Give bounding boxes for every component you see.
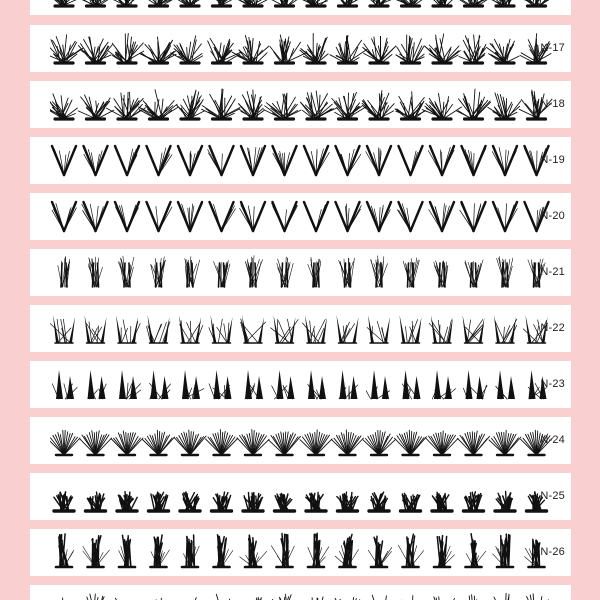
lash-strip-n20 <box>30 193 571 240</box>
lash-cluster-icon <box>295 0 331 6</box>
lash-cluster-icon <box>52 370 77 399</box>
lash-cluster-icon <box>490 593 525 600</box>
lash-cluster-icon <box>180 492 200 511</box>
lash-cluster-icon <box>151 535 170 567</box>
lash-cluster-row-icon <box>50 193 562 240</box>
lash-cluster-icon <box>432 492 452 511</box>
lash-cluster-icon <box>465 260 483 287</box>
lash-cluster-icon <box>335 534 358 567</box>
lash-cluster-icon <box>492 146 517 175</box>
lash-cluster-icon <box>50 94 77 119</box>
lash-cluster-icon <box>82 202 108 231</box>
lash-cluster-icon <box>212 492 232 511</box>
lash-cluster-icon <box>496 370 515 399</box>
lash-cluster-icon <box>147 315 170 343</box>
lash-cluster-icon <box>432 370 455 399</box>
lash-cluster-row-icon <box>50 25 562 72</box>
lash-cluster-icon <box>400 315 422 343</box>
lash-cluster-row-icon <box>50 305 562 352</box>
lash-cluster-icon <box>266 0 304 6</box>
lash-strip-n17 <box>30 25 571 72</box>
style-code-label: N-26 <box>540 546 565 558</box>
lash-cluster-icon <box>182 535 199 567</box>
style-code-label: N-23 <box>540 378 565 390</box>
lash-cluster-icon <box>463 315 485 343</box>
style-code-label: N-18 <box>540 98 565 110</box>
lash-cluster-icon <box>270 35 305 63</box>
lash-cluster-icon <box>272 202 298 231</box>
lash-cluster-icon <box>339 370 358 399</box>
lash-cluster-icon <box>395 596 425 600</box>
style-code-label: N-20 <box>540 210 565 222</box>
lash-cluster-icon <box>245 370 263 399</box>
lash-cluster-row-icon <box>50 585 562 600</box>
lash-cluster-icon <box>116 315 140 343</box>
lash-cluster-icon <box>363 36 396 63</box>
lash-cluster-icon <box>118 256 134 287</box>
lash-cluster-icon <box>171 36 203 63</box>
lash-cluster-icon <box>366 370 390 399</box>
lash-strip-n19 <box>30 137 571 184</box>
lash-cluster-icon <box>88 370 107 399</box>
lash-cluster-icon <box>106 92 145 119</box>
lash-cluster-icon <box>50 430 80 455</box>
style-code-label: N-19 <box>540 154 565 166</box>
lash-cluster-icon <box>209 315 233 343</box>
lash-cluster-icon <box>334 0 368 6</box>
lash-strip-n24 <box>30 417 571 464</box>
lash-cluster-icon <box>232 35 269 63</box>
lash-cluster-icon <box>429 202 454 231</box>
lash-cluster-icon <box>209 370 231 399</box>
lash-cluster-icon <box>174 0 209 6</box>
lash-cluster-icon <box>458 431 490 455</box>
lash-cluster-icon <box>202 89 241 119</box>
lash-cluster-icon <box>178 146 202 175</box>
lash-cluster-icon <box>271 534 294 568</box>
lash-cluster-icon <box>182 370 204 399</box>
lash-cluster-icon <box>206 430 238 455</box>
lash-cluster-icon <box>371 256 388 287</box>
lash-strip-n23 <box>30 361 571 408</box>
lash-cluster-icon <box>303 315 328 343</box>
lash-cluster-icon <box>84 146 108 175</box>
lash-cluster-icon <box>493 534 513 567</box>
style-code-label: N-22 <box>540 322 565 334</box>
lash-cluster-icon <box>210 202 236 231</box>
lash-cluster-icon <box>456 595 486 600</box>
lash-cluster-icon <box>517 594 556 600</box>
lash-cluster-icon <box>140 37 177 63</box>
lash-cluster-icon <box>179 315 203 343</box>
lash-cluster-icon <box>147 202 172 231</box>
lash-cluster-icon <box>82 594 115 600</box>
lash-cluster-icon <box>339 258 355 287</box>
lash-cluster-icon <box>241 315 266 343</box>
lash-cluster-icon <box>460 202 486 231</box>
lash-cluster-row-icon <box>50 473 562 520</box>
lash-cluster-icon <box>519 0 555 6</box>
lash-cluster-row-icon <box>50 529 562 576</box>
lash-cluster-icon <box>54 492 74 511</box>
lash-cluster-icon <box>117 492 137 511</box>
lash-cluster-icon <box>174 430 206 455</box>
lash-cluster-icon <box>208 146 234 175</box>
lash-cluster-icon <box>401 493 421 511</box>
lash-cluster-icon <box>119 535 135 567</box>
lash-cluster-icon <box>86 492 106 511</box>
lash-cluster-icon <box>403 258 419 287</box>
lash-cluster-icon <box>240 202 265 231</box>
lash-cluster-icon <box>108 0 142 6</box>
lash-cluster-row-icon <box>50 0 562 15</box>
lash-cluster-icon <box>58 257 70 287</box>
lash-cluster-icon <box>300 430 332 455</box>
lash-strip-n26 <box>30 529 571 576</box>
style-code-label: N-21 <box>540 266 565 278</box>
lash-cluster-icon <box>308 257 321 287</box>
lash-cluster-icon <box>56 534 74 567</box>
lash-cluster-icon <box>394 0 426 6</box>
lash-cluster-row-icon <box>50 81 562 128</box>
lash-cluster-icon <box>494 315 517 343</box>
lash-cluster-icon <box>208 38 241 63</box>
lash-cluster-icon <box>80 431 112 455</box>
lash-cluster-icon <box>272 370 295 399</box>
lash-cluster-icon <box>366 146 391 175</box>
lash-cluster-icon <box>237 430 269 455</box>
lash-cluster-icon <box>457 89 491 119</box>
lash-cluster-icon <box>337 492 358 511</box>
lash-cluster-icon <box>245 256 262 287</box>
lash-cluster-icon <box>367 315 390 343</box>
lash-cluster-icon <box>463 370 487 399</box>
lash-cluster-icon <box>119 370 141 399</box>
lash-cluster-icon <box>178 202 203 231</box>
lash-cluster-icon <box>304 146 329 175</box>
lash-cluster-icon <box>489 430 521 455</box>
lash-strip-partial-bottom <box>30 585 571 600</box>
lash-cluster-icon <box>397 202 422 231</box>
lash-cluster-icon <box>265 594 301 600</box>
lash-cluster-icon <box>111 431 143 455</box>
lash-cluster-icon <box>459 35 486 63</box>
lash-cluster-icon <box>209 0 239 6</box>
style-code-label: N-24 <box>540 434 565 446</box>
lash-cluster-icon <box>115 202 139 231</box>
lash-cluster-icon <box>149 492 169 511</box>
lash-cluster-icon <box>367 202 391 231</box>
lash-cluster-icon <box>271 315 299 343</box>
lash-cluster-icon <box>368 536 391 567</box>
lash-cluster-icon <box>78 95 114 119</box>
lash-strip-n21 <box>30 249 571 296</box>
lash-cluster-icon <box>364 595 398 600</box>
lash-cluster-icon <box>151 257 166 287</box>
lash-cluster-icon <box>236 0 273 6</box>
lash-cluster-icon <box>147 146 173 175</box>
lash-cluster-icon <box>497 257 513 288</box>
lash-cluster-icon <box>214 260 230 287</box>
lash-strip-n25 <box>30 473 571 520</box>
lash-cluster-icon <box>52 146 76 175</box>
lash-cluster-icon <box>300 91 336 119</box>
lash-cluster-icon <box>150 370 171 399</box>
lash-cluster-icon <box>395 92 426 119</box>
lash-cluster-icon <box>466 534 486 567</box>
lash-cluster-icon <box>304 202 328 231</box>
lash-cluster-icon <box>363 430 395 455</box>
lash-strip-n22 <box>30 305 571 352</box>
lash-cluster-icon <box>83 536 110 567</box>
style-code-label: N-17 <box>540 42 565 54</box>
lash-cluster-icon <box>330 35 367 63</box>
lash-cluster-icon <box>399 146 423 175</box>
lash-cluster-icon <box>336 146 361 175</box>
lash-cluster-icon <box>141 0 176 6</box>
lash-cluster-icon <box>139 90 178 119</box>
lash-cluster-icon <box>434 261 448 287</box>
lash-cluster-icon <box>369 492 389 511</box>
lash-cluster-icon <box>275 493 295 511</box>
lash-cluster-icon <box>269 432 301 455</box>
lash-cluster-icon <box>239 90 265 119</box>
lash-cluster-icon <box>50 0 80 6</box>
lash-cluster-icon <box>495 492 515 512</box>
lash-cluster-icon <box>89 257 103 287</box>
lash-cluster-icon <box>332 92 367 119</box>
lash-cluster-icon <box>428 146 454 175</box>
lash-cluster-icon <box>277 257 293 287</box>
lash-cluster-icon <box>425 34 461 63</box>
lash-cluster-icon <box>50 315 75 343</box>
lash-cluster-icon <box>337 315 359 343</box>
lash-cluster-icon <box>214 535 233 567</box>
lash-cluster-icon <box>493 202 517 231</box>
lash-cluster-icon <box>241 146 265 175</box>
lash-cluster-icon <box>50 35 83 63</box>
lash-cluster-icon <box>52 202 76 231</box>
lash-cluster-icon <box>363 0 395 6</box>
lash-cluster-icon <box>332 430 364 455</box>
lash-cluster-icon <box>240 535 267 567</box>
lash-cluster-icon <box>81 0 116 6</box>
lash-cluster-icon <box>402 370 420 399</box>
lash-cluster-icon <box>429 315 453 343</box>
lash-cluster-icon <box>422 94 461 120</box>
lash-cluster-icon <box>464 492 484 511</box>
lash-cluster-icon <box>300 33 328 63</box>
lash-cluster-icon <box>362 91 394 119</box>
lash-cluster-icon <box>79 37 113 63</box>
lash-cluster-icon <box>273 146 297 175</box>
lash-cluster-row-icon <box>50 249 562 296</box>
lash-cluster-icon <box>185 257 200 288</box>
lash-cluster-icon <box>398 534 423 567</box>
lash-cluster-icon <box>488 93 521 119</box>
lash-cluster-icon <box>462 146 486 175</box>
lash-cluster-row-icon <box>50 417 562 464</box>
lash-cluster-icon <box>395 430 427 455</box>
lash-cluster-icon <box>177 90 205 119</box>
lash-strip-partial-top <box>30 0 571 15</box>
lash-cluster-icon <box>426 431 458 455</box>
lash-cluster-icon <box>108 33 144 63</box>
lash-cluster-icon <box>306 493 326 512</box>
lash-cluster-icon <box>264 93 301 119</box>
lash-cluster-icon <box>243 493 263 511</box>
lash-cluster-icon <box>455 0 490 6</box>
lash-strip-n18 <box>30 81 571 128</box>
lash-cluster-row-icon <box>50 137 562 184</box>
lash-cluster-icon <box>85 315 107 343</box>
lash-cluster-icon <box>396 35 424 63</box>
lash-cluster-row-icon <box>50 361 562 408</box>
style-code-label: N-25 <box>540 490 565 502</box>
lash-cluster-icon <box>487 0 519 6</box>
lash-cluster-icon <box>434 536 454 567</box>
lash-cluster-icon <box>308 533 329 567</box>
lash-cluster-icon <box>336 202 362 231</box>
lash-cluster-icon <box>143 430 175 455</box>
lash-cluster-icon <box>308 370 326 399</box>
lash-cluster-icon <box>425 0 458 6</box>
lash-cluster-icon <box>486 39 519 63</box>
lash-cluster-icon <box>202 594 237 600</box>
lash-cluster-icon <box>115 146 139 175</box>
